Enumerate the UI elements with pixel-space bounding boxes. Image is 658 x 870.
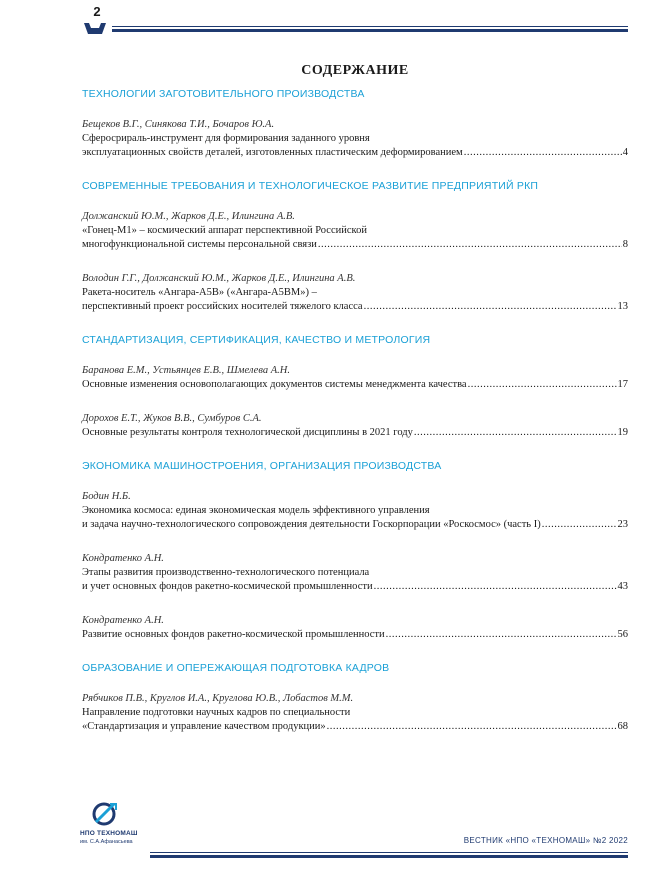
entry-authors: Кондратенко А.Н. <box>82 615 164 626</box>
entry-title-line: эксплуатационных свойств деталей, изготовленных пластическим деформированием <box>82 147 463 158</box>
header-rule <box>112 26 628 33</box>
toc-entry[interactable] <box>82 210 628 252</box>
toc-entry[interactable] <box>82 552 628 594</box>
page-title: СОДЕРЖАНИЕ <box>301 63 409 78</box>
toc-entry[interactable] <box>82 412 628 440</box>
entry-authors: Рябчиков П.В., Круглов И.А., Круглова Ю.В., Лобастов М.М. <box>82 693 354 704</box>
dot-leader <box>468 378 617 392</box>
entry-authors: Володин Г.Г., Должанский Ю.М., Жарков Д.Е., Илингина А.В. <box>82 273 356 284</box>
dot-leader <box>542 518 617 532</box>
entry-title-line: «Гонец-М1» – космический аппарат перспективной Российской <box>82 225 367 236</box>
page-reference[interactable]: 13 <box>617 301 628 312</box>
footer-rule <box>150 852 628 859</box>
entry-title-line: Экономика космоса: единая экономическая модель эффективного управления <box>82 505 430 516</box>
boat-emblem-icon <box>82 20 108 36</box>
entry-title-line: Сферосpираль-инструмент для формирования заданного уровня <box>82 133 370 144</box>
toc-entry[interactable] <box>82 692 628 734</box>
journal-title: ВЕСТНИК «НПО «ТЕХНОМАШ» №2 2022 <box>463 836 628 845</box>
entry-title-line: многофункциональной системы персональной связи <box>82 239 317 250</box>
entry-title-line: Развитие основных фондов ракетно-космической промышленности <box>82 629 385 640</box>
entry-last-line <box>82 580 628 594</box>
entry-title-line: «Стандартизация и управление качеством продукции» <box>82 721 326 732</box>
entry-authors: Дорохов Е.Т., Жуков В.В., Сумбуров С.А. <box>82 413 262 424</box>
page-reference[interactable]: 8 <box>622 239 628 250</box>
entry-authors: Кондратенко А.Н. <box>82 553 164 564</box>
page-reference[interactable]: 23 <box>617 519 628 530</box>
entry-title-line: и задача научно-технологического сопровождения деятельности Госкорпорации «Роскосмос» (часть I) <box>82 519 541 530</box>
entry-title-line: и учет основных фондов ракетно-космической промышленности <box>82 581 373 592</box>
entry-authors: Бещеков В.Г., Синякова Т.И., Бочаров Ю.А. <box>82 119 275 130</box>
entry-title-line: Ракета-носитель «Ангара-А5В» («Ангара-А5ВМ») – <box>82 287 317 298</box>
dot-leader <box>374 580 617 594</box>
section-title: ТЕХНОЛОГИИ ЗАГОТОВИТЕЛЬНОГО ПРОИЗВОДСТВА <box>82 88 365 100</box>
entry-last-line <box>82 378 628 392</box>
page-reference[interactable]: 43 <box>617 581 628 592</box>
toc-entry[interactable] <box>82 118 628 160</box>
entry-title-line: Основные результаты контроля технологической дисциплины в 2021 году <box>82 427 413 438</box>
section-title: ОБРАЗОВАНИЕ И ОПЕРЕЖАЮЩАЯ ПОДГОТОВКА КАДРОВ <box>82 662 390 674</box>
section-title: СОВРЕМЕННЫЕ ТРЕБОВАНИЯ И ТЕХНОЛОГИЧЕСКОЕ РАЗВИТИЕ ПРЕДПРИЯТИЙ РКП <box>82 180 539 192</box>
page-reference[interactable]: 19 <box>617 427 628 438</box>
entry-last-line <box>82 628 628 642</box>
page-reference[interactable]: 4 <box>622 147 628 158</box>
dot-leader <box>464 146 622 160</box>
section-title: ЭКОНОМИКА МАШИНОСТРОЕНИЯ, ОРГАНИЗАЦИЯ ПРОИЗВОДСТВА <box>82 460 442 472</box>
entry-title-line: Основные изменения основополагающих документов системы менеджмента качества <box>82 379 467 390</box>
table-of-contents <box>82 86 628 754</box>
entry-last-line <box>82 518 628 532</box>
dot-leader <box>318 238 622 252</box>
entry-title-line: Направление подготовки научных кадров по специальности <box>82 707 351 718</box>
page-header <box>0 0 658 40</box>
entry-title-line: перспективный проект российских носителей тяжелого класса <box>82 301 363 312</box>
page-reference[interactable]: 17 <box>617 379 628 390</box>
page-reference[interactable]: 56 <box>617 629 628 640</box>
entry-last-line <box>82 238 628 252</box>
toc-entry[interactable] <box>82 614 628 642</box>
toc-entry[interactable] <box>82 364 628 392</box>
entry-authors: Бодин Н.Б. <box>82 491 131 502</box>
entry-authors: Должанский Ю.М., Жарков Д.Е., Илингина А.В. <box>82 211 295 222</box>
dot-leader <box>364 300 617 314</box>
entry-last-line <box>82 426 628 440</box>
entry-last-line <box>82 720 628 734</box>
dot-leader <box>327 720 617 734</box>
toc-entry[interactable] <box>82 490 628 532</box>
page-reference[interactable]: 68 <box>617 721 628 732</box>
dot-leader <box>386 628 617 642</box>
logo-subtitle: им. С.А.Афанасьева <box>80 839 133 845</box>
section-title: СТАНДАРТИЗАЦИЯ, СЕРТИФИКАЦИЯ, КАЧЕСТВО И МЕТРОЛОГИЯ <box>82 334 431 346</box>
entry-last-line <box>82 300 628 314</box>
entry-authors: Баранова Е.М., Устьянцев Е.В., Шмелева А.Н. <box>82 365 290 376</box>
page-number: 2 <box>93 4 101 19</box>
toc-entry[interactable] <box>82 272 628 314</box>
dot-leader <box>414 426 617 440</box>
entry-title-line: Этапы развития производственно-технологического потенциала <box>82 567 370 578</box>
entry-last-line <box>82 146 628 160</box>
logo-name: НПО ТЕХНОМАШ <box>80 830 138 837</box>
